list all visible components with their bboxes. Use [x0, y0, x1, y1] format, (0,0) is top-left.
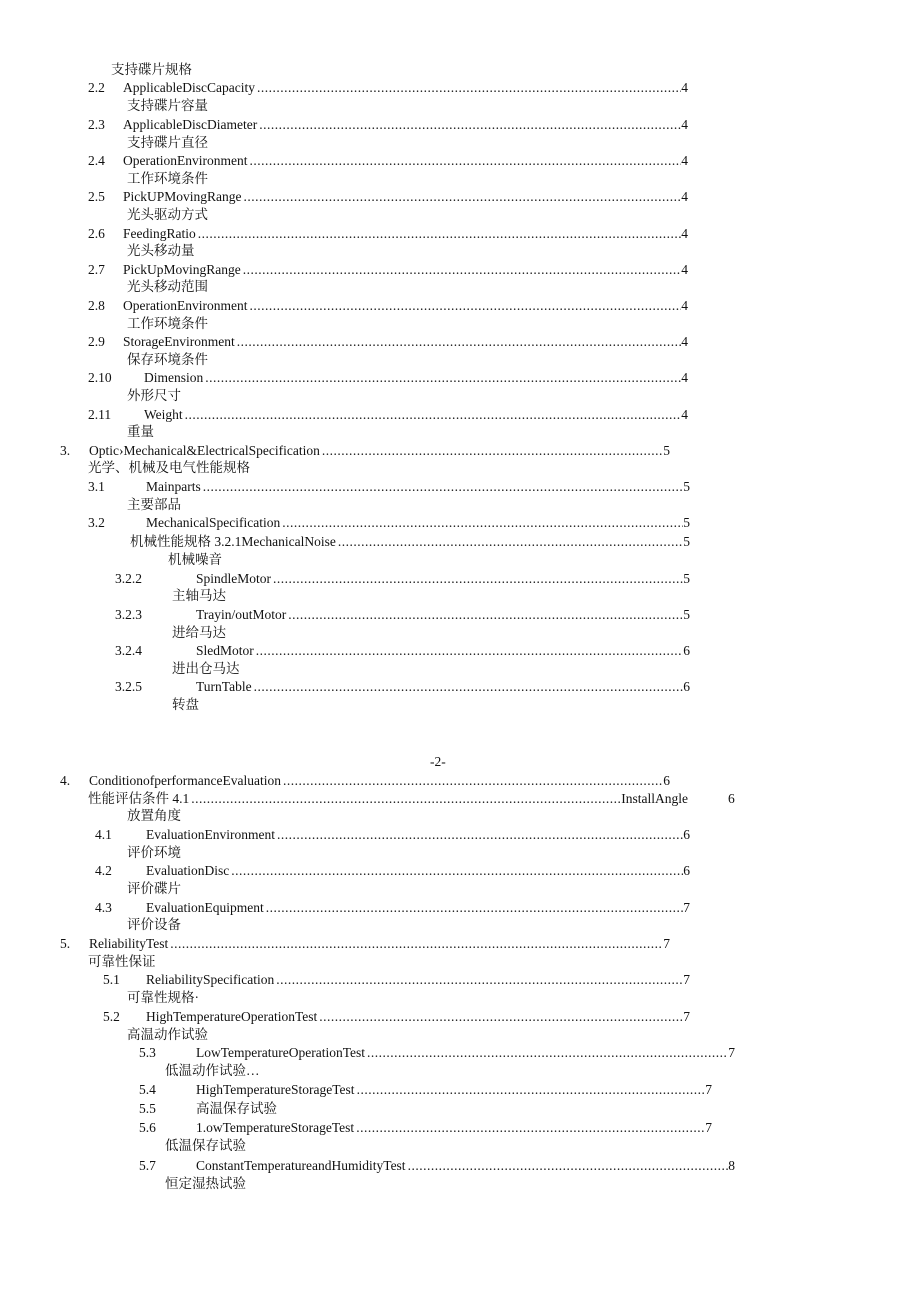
toc-page: 7 — [705, 1120, 712, 1135]
toc-subtitle: 工作环境条件 — [127, 316, 208, 331]
toc-subtitle: 主轴马达 — [172, 588, 226, 603]
toc-subtitle: 光头移动范围 — [127, 279, 208, 294]
toc-page: 8 — [728, 1158, 735, 1173]
toc-entry[interactable] — [130, 534, 690, 550]
toc-number: 4. — [60, 773, 71, 788]
toc-entry[interactable] — [139, 1120, 712, 1136]
toc-entry[interactable] — [139, 1101, 439, 1117]
toc-number: 2.6 — [88, 226, 105, 241]
toc-title: TurnTable — [196, 679, 252, 694]
toc-subtitle: 评价设备 — [127, 917, 181, 932]
toc-entry[interactable] — [60, 936, 670, 952]
toc-page: 6 — [683, 679, 690, 694]
toc-subtitle: 工作环境条件 — [127, 171, 208, 186]
toc-entry[interactable] — [88, 407, 688, 423]
toc-subtitle: 重量 — [127, 424, 154, 439]
toc-entry[interactable] — [88, 298, 688, 314]
dot-leader — [231, 863, 683, 879]
toc-entry[interactable] — [139, 1045, 735, 1061]
toc-page: 5 — [663, 443, 670, 458]
toc-page: 4 — [681, 189, 688, 204]
toc-number: 5. — [60, 936, 71, 951]
toc-page: 4 — [681, 262, 688, 277]
toc-number: 4.1 — [95, 827, 112, 842]
toc-title: 机械性能规格 3.2.1MechanicalNoise — [130, 534, 336, 549]
toc-number: 4.2 — [95, 863, 112, 878]
toc-number: 4.3 — [95, 900, 112, 915]
toc-number: 3.2.5 — [115, 679, 142, 694]
toc-title: Optic›Mechanical&ElectricalSpecification — [89, 443, 320, 458]
toc-subtitle: 光学、机械及电气性能规格 — [88, 460, 250, 475]
toc-entry[interactable] — [88, 370, 688, 386]
toc-page: 4 — [681, 407, 688, 422]
toc-subtitle: 放置角度 — [127, 808, 181, 823]
toc-number: 5.2 — [103, 1009, 120, 1024]
toc-title: Dimension — [144, 370, 204, 385]
toc-page: 7 — [663, 936, 670, 951]
toc-page: 5 — [683, 515, 690, 530]
toc-number: 2.5 — [88, 189, 105, 204]
dot-leader — [288, 607, 683, 623]
toc-title: Trayin/outMotor — [196, 607, 287, 622]
toc-title: Mainparts — [146, 479, 201, 494]
toc-title: PickUpMovingRange — [123, 262, 241, 277]
toc-title: EvaluationDisc — [146, 863, 230, 878]
toc-entry[interactable] — [139, 1158, 735, 1174]
toc-subtitle: 保存环境条件 — [127, 352, 208, 367]
dot-leader — [277, 827, 683, 843]
toc-subtitle: 支持碟片直径 — [127, 135, 208, 150]
toc-page: 4 — [681, 370, 688, 385]
toc-entry[interactable] — [115, 607, 690, 623]
dot-leader — [338, 534, 683, 550]
toc-number: 5.7 — [139, 1158, 156, 1173]
toc-page: 5 — [683, 571, 690, 586]
toc-number: 2.4 — [88, 153, 105, 168]
dot-leader — [273, 571, 683, 587]
toc-title: ConstantTemperatureandHumidityTest — [196, 1158, 406, 1173]
dot-leader — [249, 153, 681, 169]
toc-title: ApplicableDiscDiameter — [123, 117, 258, 132]
toc-title: HighTemperatureStorageTest — [196, 1082, 355, 1097]
toc-entry[interactable] — [103, 972, 690, 988]
toc-subtitle: 主要部品 — [127, 497, 181, 512]
toc-subtitle: 恒定湿热试验 — [165, 1176, 246, 1191]
toc-page: 4 — [681, 117, 688, 132]
toc-title: ConditionofperformanceEvaluation — [89, 773, 281, 788]
toc-subtitle: 支持碟片规格 — [111, 62, 192, 77]
toc-title: StorageEnvironment — [123, 334, 235, 349]
toc-entry[interactable] — [88, 153, 688, 169]
toc-number: 2.10 — [88, 370, 112, 385]
toc-number: 5.1 — [103, 972, 120, 987]
dot-leader — [319, 1009, 683, 1025]
toc-number: 3.2.2 — [115, 571, 142, 586]
dot-leader — [259, 117, 681, 133]
toc-number: 5.6 — [139, 1120, 156, 1135]
dot-leader — [170, 936, 663, 952]
toc-subtitle: 评价环境 — [127, 845, 181, 860]
toc-subtitle: 支持碟片容量 — [127, 98, 208, 113]
toc-number: 3. — [60, 443, 71, 458]
toc-page: 4 — [681, 80, 688, 95]
dot-leader — [408, 1158, 729, 1174]
toc-number: 3.2 — [88, 515, 105, 530]
dot-leader — [356, 1120, 705, 1136]
toc-entry[interactable] — [95, 863, 690, 879]
toc-title: PickUPMovingRange — [123, 189, 242, 204]
dot-leader — [203, 479, 684, 495]
toc-subtitle: 进出仓马达 — [172, 661, 240, 676]
toc-subtitle: 低温动作试验… — [165, 1063, 260, 1078]
dot-leader — [357, 1082, 706, 1098]
dot-leader — [256, 643, 683, 659]
toc-entry[interactable] — [115, 679, 690, 695]
toc-number: 2.11 — [88, 407, 112, 422]
toc-title: OperationEnvironment — [123, 153, 248, 168]
toc-page: 7 — [683, 900, 690, 915]
dot-leader — [198, 226, 682, 242]
dot-leader — [257, 80, 681, 96]
dot-leader — [283, 773, 663, 789]
toc-entry[interactable] — [88, 226, 688, 242]
toc-title: SledMotor — [196, 643, 254, 658]
toc-page: 5 — [683, 479, 690, 494]
toc-title: FeedingRatio — [123, 226, 196, 241]
toc-subtitle: 评价碟片 — [127, 881, 181, 896]
toc-page: 7 — [705, 1082, 712, 1097]
toc-title: SpindleMotor — [196, 571, 272, 586]
toc-entry[interactable] — [115, 643, 690, 659]
toc-number: 2.7 — [88, 262, 105, 277]
dot-leader — [205, 370, 681, 386]
toc-title: LowTemperatureOperationTest — [196, 1045, 366, 1060]
page-number: -2- — [430, 754, 446, 769]
toc-subtitle: 低温保存试验 — [165, 1138, 246, 1153]
dot-leader — [254, 679, 684, 695]
dot-leader — [244, 189, 682, 205]
toc-title: MechanicalSpecification — [146, 515, 281, 530]
toc-page: 7 — [683, 1009, 690, 1024]
toc-entry[interactable] — [88, 791, 738, 807]
dot-leader — [276, 972, 683, 988]
toc-title: 1.owTemperatureStorageTest — [196, 1120, 355, 1135]
toc-number: 2.2 — [88, 80, 105, 95]
toc-page: 4 — [681, 226, 688, 241]
toc-entry[interactable] — [88, 262, 688, 278]
dot-leader — [191, 791, 621, 807]
toc-page: 4 — [681, 334, 688, 349]
toc-page: 6 — [683, 827, 690, 842]
toc-subtitle: 高温动作试验 — [127, 1027, 208, 1042]
dot-leader — [282, 515, 683, 531]
toc-page-secondary: 6 — [728, 791, 735, 806]
toc-number: 5.3 — [139, 1045, 156, 1060]
toc-page: 4 — [681, 153, 688, 168]
toc-entry[interactable] — [88, 515, 690, 531]
toc-subtitle: 机械噪音 — [168, 552, 222, 567]
toc-entry[interactable] — [60, 773, 670, 789]
toc-subtitle: 转盘 — [172, 697, 199, 712]
toc-subtitle: 光头驱动方式 — [127, 207, 208, 222]
dot-leader — [249, 298, 681, 314]
toc-entry[interactable] — [88, 189, 688, 205]
toc-number: 5.5 — [139, 1101, 156, 1116]
toc-page: 7 — [683, 972, 690, 987]
toc-page: 6 — [663, 773, 670, 788]
dot-leader — [266, 900, 684, 916]
dot-leader — [322, 443, 663, 459]
toc-title: 性能评估条件 4.1 — [88, 791, 190, 806]
toc-entry[interactable] — [88, 117, 688, 133]
toc-entry[interactable] — [115, 571, 690, 587]
toc-entry[interactable] — [88, 80, 688, 96]
toc-title: EvaluationEquipment — [146, 900, 264, 915]
toc-number: 2.8 — [88, 298, 105, 313]
toc-subtitle: 进给马达 — [172, 625, 226, 640]
dot-leader — [185, 407, 682, 423]
toc-entry[interactable] — [60, 443, 670, 459]
toc-page: 5 — [683, 607, 690, 622]
toc-number: 3.2.4 — [115, 643, 142, 658]
toc-page: 6 — [683, 863, 690, 878]
toc-page: 7 — [728, 1045, 735, 1060]
toc-title: OperationEnvironment — [123, 298, 248, 313]
toc-entry[interactable] — [103, 1009, 690, 1025]
toc-entry[interactable] — [95, 827, 690, 843]
toc-subtitle: 可靠性保证 — [88, 954, 156, 969]
toc-page: 5 — [683, 534, 690, 549]
toc-entry[interactable] — [139, 1082, 712, 1098]
toc-entry[interactable] — [88, 334, 688, 350]
toc-number: 3.2.3 — [115, 607, 142, 622]
toc-page: InstallAngle — [621, 791, 688, 806]
toc-number: 2.3 — [88, 117, 105, 132]
toc-subtitle: 可靠性规格· — [127, 990, 199, 1005]
dot-leader — [367, 1045, 728, 1061]
toc-subtitle: 光头移动量 — [127, 243, 195, 258]
toc-title: Weight — [144, 407, 183, 422]
toc-number: 5.4 — [139, 1082, 156, 1097]
dot-leader — [243, 262, 682, 278]
toc-title: HighTemperatureOperationTest — [146, 1009, 318, 1024]
dot-leader — [237, 334, 682, 350]
toc-title: ReliabilityTest — [89, 936, 169, 951]
toc-title: EvaluationEnvironment — [146, 827, 275, 842]
toc-subtitle: 外形尺寸 — [127, 388, 181, 403]
toc-page: 6 — [683, 643, 690, 658]
toc-number: 3.1 — [88, 479, 105, 494]
toc-subtitle: 高温保存试验 — [196, 1101, 277, 1116]
toc-title: ReliabilitySpecification — [146, 972, 275, 987]
toc-entry[interactable] — [95, 900, 690, 916]
toc-number: 2.9 — [88, 334, 105, 349]
toc-title: ApplicableDiscCapacity — [123, 80, 255, 95]
toc-page: 4 — [681, 298, 688, 313]
toc-entry[interactable] — [88, 479, 690, 495]
